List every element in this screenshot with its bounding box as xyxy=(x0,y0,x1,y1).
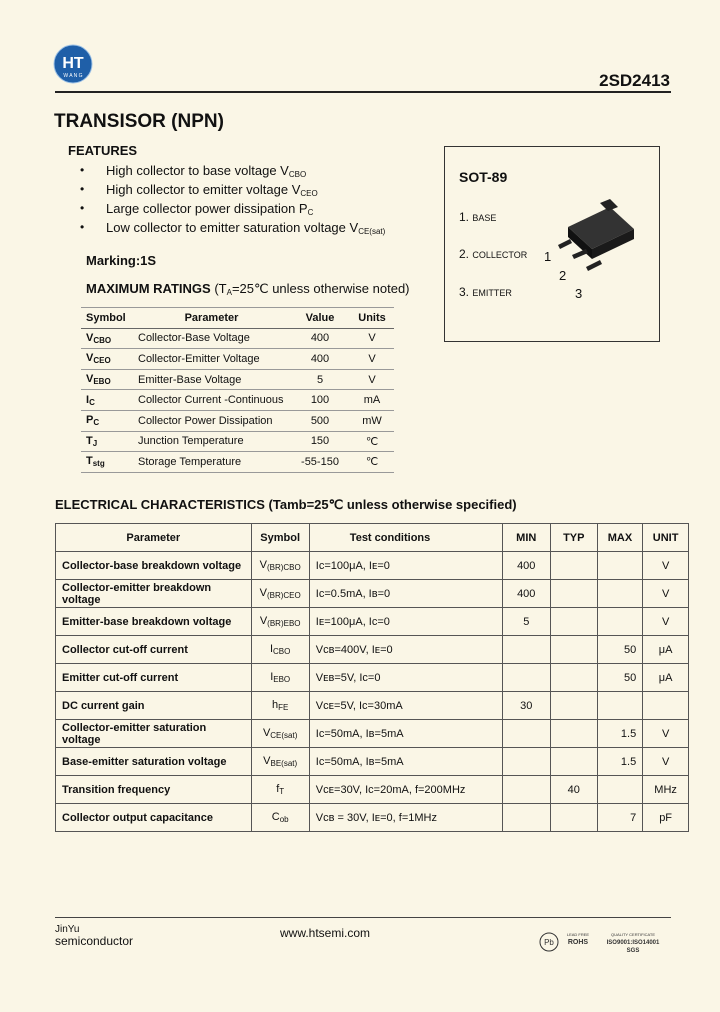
col-header: Value xyxy=(290,308,350,329)
pin-label: 3. EMITTER xyxy=(459,285,512,299)
website-link[interactable]: www.htsemi.com xyxy=(280,926,371,940)
svg-text:ISO9001:ISO14001: ISO9001:ISO14001 xyxy=(606,940,660,946)
table-row: Collector-emitter saturation voltage $V_{CE(sat)}$ Iᴄ=50mA, Iʙ=5mA 1.5 V xyxy=(56,720,689,748)
features-list xyxy=(80,161,385,237)
table-row: Collector output capacitance $C_{ob}$ Vᴄʙ = 30V, Iᴇ=0, f=1MHz 7 pF xyxy=(56,804,689,832)
table-row: $T_{stg}$ Storage Temperature -55-150 ℃ xyxy=(81,452,394,473)
page-title: TRANSISOR (NPN) xyxy=(54,111,224,132)
feature-item: • Low collector to emitter saturation voltage $V_{CE(sat)}$ xyxy=(80,218,385,237)
col-header: Units xyxy=(350,308,394,329)
max-ratings-table xyxy=(81,307,394,473)
header-divider xyxy=(55,91,671,93)
table-row: $I_C$ Collector Current -Continuous 100 mA xyxy=(81,390,394,411)
feature-item: • High collector to base voltage $V_{CBO}$ xyxy=(80,161,385,180)
feature-item: • Large collector power dissipation $P_C$ xyxy=(80,199,385,218)
pin-mark: 1 xyxy=(544,249,552,264)
svg-text:LEAD FREE: LEAD FREE xyxy=(566,932,590,937)
feature-item: • High collector to emitter voltage $V_{CEO}$ xyxy=(80,180,385,199)
table-row: DC current gain $h_{FE}$ Vᴄᴇ=5V, Iᴄ=30mA 30 xyxy=(56,692,689,720)
features-heading: FEATURES xyxy=(68,143,138,158)
footer-divider xyxy=(55,917,671,918)
pin-mark: 2 xyxy=(559,268,567,283)
part-number: 2SD2413 xyxy=(599,71,670,90)
marking: Marking:1S xyxy=(86,253,157,268)
pin-label: 1. BASE xyxy=(459,210,497,224)
table-row: Emitter cut-off current $I_{EBO}$ Vᴇʙ=5V, Iᴄ=0 50 μA xyxy=(56,664,689,692)
table-row: $V_{CBO}$ Collector-Base Voltage 400 V xyxy=(81,328,394,349)
electrical-heading: ELECTRICAL CHARACTERISTICS (Tamb=25℃ unless otherwise specified) xyxy=(55,497,517,512)
pin-mark: 3 xyxy=(575,286,583,301)
table-row: Collector cut-off current $I_{CBO}$ Vᴄʙ=400V, Iᴇ=0 50 μA xyxy=(56,636,689,664)
svg-text:Pb: Pb xyxy=(544,938,554,947)
max-ratings-heading: MAXIMUM RATINGS ($T_A=25℃$ unless otherwise noted) xyxy=(86,281,410,297)
table-header-row: Parameter Symbol Test conditions MIN TYP MAX UNIT xyxy=(56,524,689,552)
svg-text:SGS: SGS xyxy=(626,948,640,954)
svg-text:QUALITY CERTIFICATE: QUALITY CERTIFICATE xyxy=(610,932,656,937)
table-row: $P_C$ Collector Power Dissipation 500 mW xyxy=(81,410,394,431)
pin-label: 2. COLLECTOR xyxy=(459,247,528,261)
package-name: SOT-89 xyxy=(459,169,508,185)
table-row: Collector-base breakdown voltage $V_{(BR)CBO}$ Iᴄ=100μA, Iᴇ=0 400 V xyxy=(56,552,689,580)
table-row: $V_{CEO}$ Collector-Emitter Voltage 400 V xyxy=(81,349,394,370)
col-header: Parameter xyxy=(133,308,290,329)
table-header-row xyxy=(81,308,394,329)
table-row: $T_J$ Junction Temperature 150 ℃ xyxy=(81,431,394,452)
sot89-package-icon xyxy=(540,197,650,307)
table-row: Base-emitter saturation voltage $V_{BE(sat)}$ Iᴄ=50mA, Iʙ=5mA 1.5 V xyxy=(56,748,689,776)
company-name: JinYu xyxy=(55,924,80,935)
logo-subtext: W A N G xyxy=(63,73,83,79)
certification-badges-icon xyxy=(538,930,668,954)
table-row: $V_{EBO}$ Emitter-Base Voltage 5 V xyxy=(81,369,394,390)
table-row: Collector-emitter breakdown voltage $V_{(BR)CEO}$ Iᴄ=0.5mA, Iʙ=0 400 V xyxy=(56,580,689,608)
electrical-table xyxy=(55,523,689,832)
company-logo xyxy=(53,44,93,84)
company-subtitle: semiconductor xyxy=(55,934,134,948)
package-box xyxy=(444,146,660,342)
logo-text: HT xyxy=(62,55,84,72)
svg-text:ROHS: ROHS xyxy=(567,939,589,946)
table-row: Transition frequency $f_T$ Vᴄᴇ=30V, Iᴄ=20mA, f=200MHz 40 MHz xyxy=(56,776,689,804)
col-header: Symbol xyxy=(81,308,133,329)
table-row: Emitter-base breakdown voltage $V_{(BR)EBO}$ Iᴇ=100μA, Iᴄ=0 5 V xyxy=(56,608,689,636)
